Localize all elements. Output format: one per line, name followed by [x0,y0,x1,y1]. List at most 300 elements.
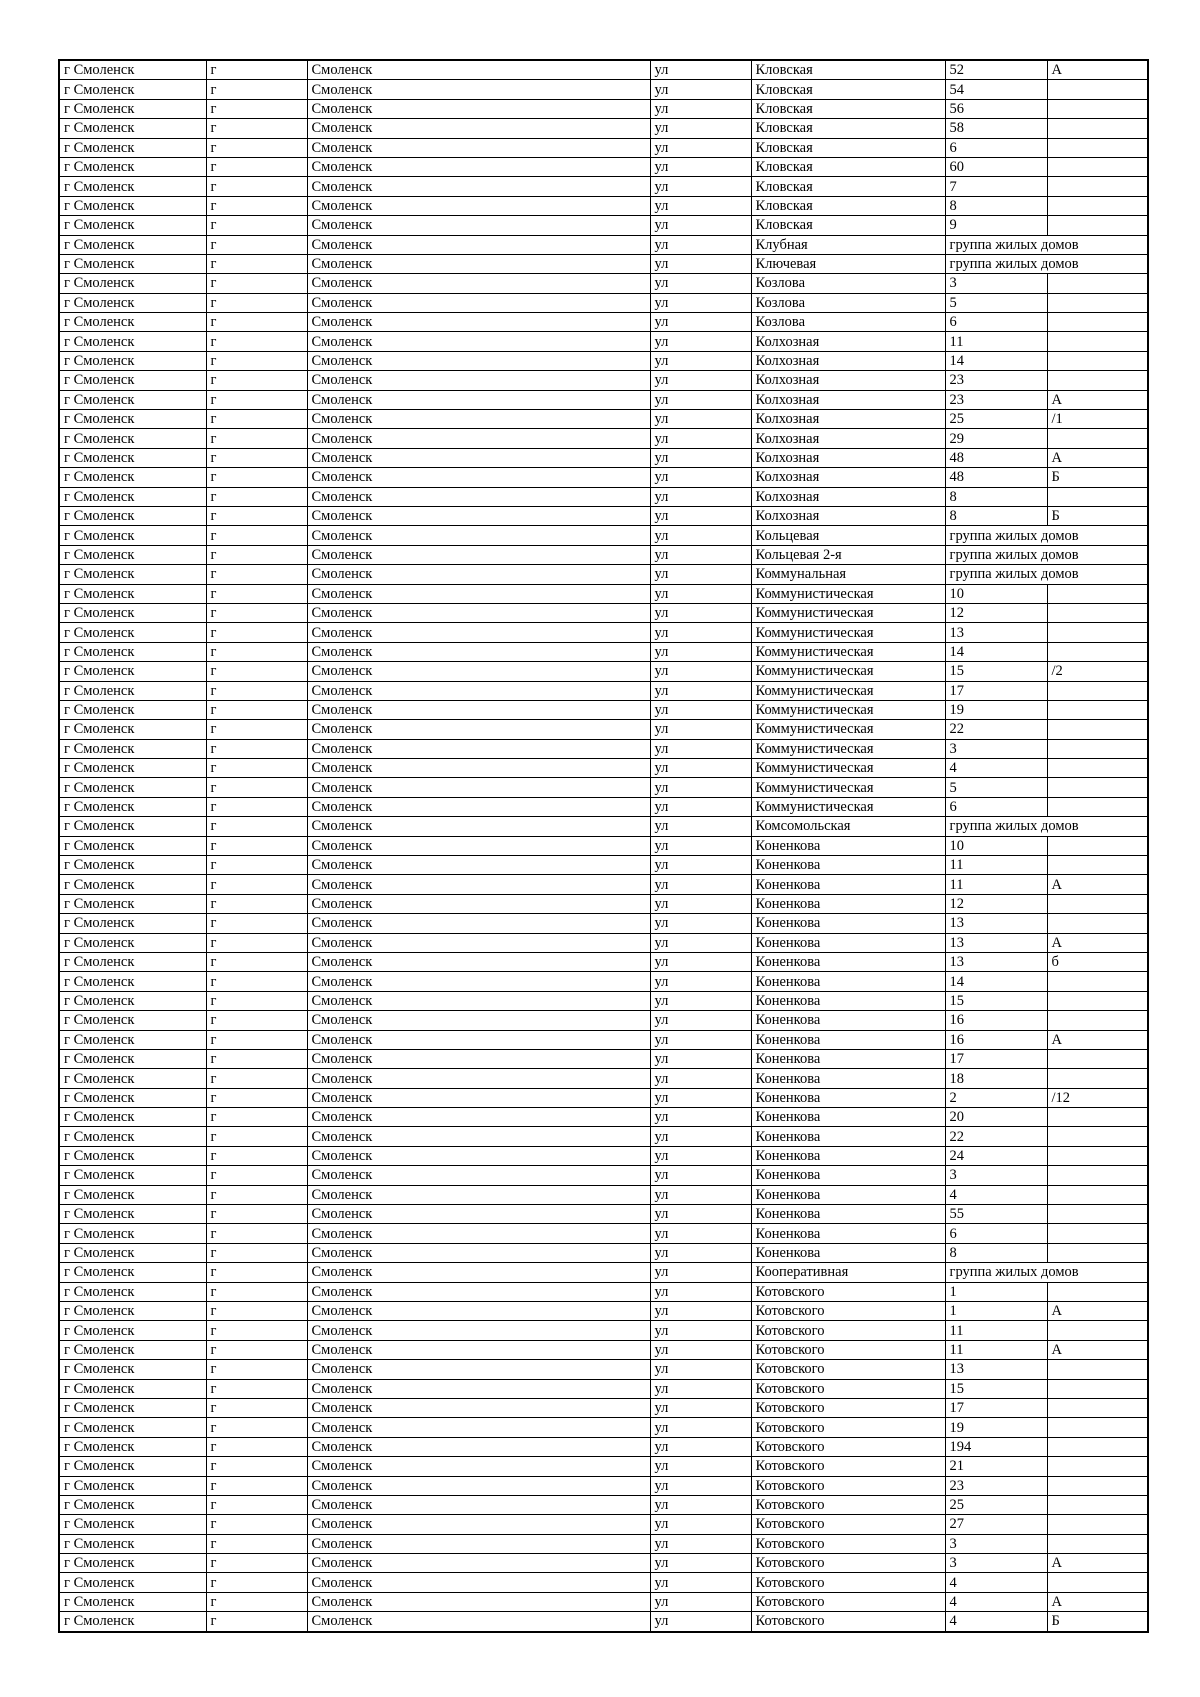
region-cell: г Смоленск [59,1340,206,1359]
house-cell: 23 [945,390,1047,409]
house-cell: 11 [945,1340,1047,1359]
table-row [59,1263,1148,1282]
region-cell: г Смоленск [59,254,206,273]
street-type-cell: ул [650,759,751,778]
city-cell: Смоленск [307,914,650,933]
city-cell: Смоленск [307,235,650,254]
street-type-cell: ул [650,138,751,157]
building-cell: б [1047,952,1148,971]
street-cell: Котовского [751,1476,945,1495]
house-cell: 16 [945,1011,1047,1030]
street-cell: Козлова [751,313,945,332]
house-cell: 1 [945,1302,1047,1321]
house-cell: 10 [945,584,1047,603]
street-cell: Кольцевая [751,526,945,545]
street-type-cell: ул [650,681,751,700]
street-cell: Колхозная [751,371,945,390]
region-cell: г Смоленск [59,1166,206,1185]
building-cell: А [1047,1340,1148,1359]
region-cell: г Смоленск [59,119,206,138]
region-cell: г Смоленск [59,157,206,176]
city-cell: Смоленск [307,60,650,80]
street-cell: Коненкова [751,972,945,991]
city-cell: Смоленск [307,448,650,467]
table-row [59,293,1148,312]
house-cell: группа жилых домов [945,545,1148,564]
building-cell [1047,1437,1148,1456]
city-cell: Смоленск [307,584,650,603]
building-cell [1047,313,1148,332]
table-row [59,526,1148,545]
region-cell: г Смоленск [59,371,206,390]
house-cell: 4 [945,1612,1047,1632]
settlement-type-cell: г [206,1263,307,1282]
settlement-type-cell: г [206,991,307,1010]
house-cell: 9 [945,216,1047,235]
city-cell: Смоленск [307,739,650,758]
street-type-cell: ул [650,410,751,429]
settlement-type-cell: г [206,1030,307,1049]
street-cell: Кловская [751,80,945,99]
settlement-type-cell: г [206,1069,307,1088]
settlement-type-cell: г [206,1049,307,1068]
region-cell: г Смоленск [59,739,206,758]
street-type-cell: ул [650,1398,751,1417]
settlement-type-cell: г [206,410,307,429]
table-row [59,1515,1148,1534]
city-cell: Смоленск [307,119,650,138]
house-cell: 13 [945,623,1047,642]
table-row [59,875,1148,894]
city-cell: Смоленск [307,720,650,739]
table-row [59,991,1148,1010]
table-row [59,914,1148,933]
settlement-type-cell: г [206,739,307,758]
street-type-cell: ул [650,254,751,273]
street-cell: Коненкова [751,952,945,971]
settlement-type-cell: г [206,526,307,545]
settlement-type-cell: г [206,274,307,293]
street-cell: Колхозная [751,351,945,370]
street-cell: Котовского [751,1437,945,1456]
city-cell: Смоленск [307,80,650,99]
city-cell: Смоленск [307,797,650,816]
house-cell: группа жилых домов [945,526,1148,545]
street-type-cell: ул [650,720,751,739]
settlement-type-cell: г [206,313,307,332]
street-cell: Козлова [751,274,945,293]
city-cell: Смоленск [307,642,650,661]
table-row [59,545,1148,564]
region-cell: г Смоленск [59,1495,206,1514]
region-cell: г Смоленск [59,177,206,196]
city-cell: Смоленск [307,1185,650,1204]
settlement-type-cell: г [206,875,307,894]
region-cell: г Смоленск [59,1127,206,1146]
region-cell: г Смоленск [59,1592,206,1611]
city-cell: Смоленск [307,1534,650,1553]
house-cell: 12 [945,603,1047,622]
street-type-cell: ул [650,1302,751,1321]
house-cell: 52 [945,60,1047,80]
building-cell [1047,700,1148,719]
city-cell: Смоленск [307,623,650,642]
region-cell: г Смоленск [59,1069,206,1088]
settlement-type-cell: г [206,817,307,836]
building-cell [1047,739,1148,758]
table-row [59,1340,1148,1359]
city-cell: Смоленск [307,313,650,332]
building-cell [1047,351,1148,370]
house-cell: 58 [945,119,1047,138]
region-cell: г Смоленск [59,351,206,370]
settlement-type-cell: г [206,1592,307,1611]
table-row [59,856,1148,875]
street-cell: Коммунистическая [751,700,945,719]
building-cell: Б [1047,468,1148,487]
table-row [59,313,1148,332]
region-cell: г Смоленск [59,894,206,913]
street-type-cell: ул [650,894,751,913]
street-cell: Котовского [751,1554,945,1573]
table-row [59,216,1148,235]
street-cell: Колхозная [751,410,945,429]
street-type-cell: ул [650,1457,751,1476]
building-cell [1047,1205,1148,1224]
street-type-cell: ул [650,1243,751,1262]
region-cell: г Смоленск [59,1282,206,1301]
city-cell: Смоленск [307,565,650,584]
table-row [59,1302,1148,1321]
region-cell: г Смоленск [59,681,206,700]
city-cell: Смоленск [307,254,650,273]
street-cell: Коненкова [751,914,945,933]
street-cell: Коненкова [751,1030,945,1049]
region-cell: г Смоленск [59,1554,206,1573]
street-cell: Коненкова [751,1205,945,1224]
region-cell: г Смоленск [59,759,206,778]
city-cell: Смоленск [307,1049,650,1068]
street-type-cell: ул [650,603,751,622]
settlement-type-cell: г [206,856,307,875]
house-cell: 19 [945,1418,1047,1437]
settlement-type-cell: г [206,157,307,176]
region-cell: г Смоленск [59,410,206,429]
street-cell: Котовского [751,1457,945,1476]
street-type-cell: ул [650,545,751,564]
house-cell: 4 [945,1573,1047,1592]
table-row [59,1243,1148,1262]
house-cell: 14 [945,351,1047,370]
settlement-type-cell: г [206,468,307,487]
region-cell: г Смоленск [59,1612,206,1632]
building-cell [1047,991,1148,1010]
building-cell: Б [1047,1612,1148,1632]
building-cell [1047,914,1148,933]
region-cell: г Смоленск [59,623,206,642]
table-row [59,584,1148,603]
street-cell: Ключевая [751,254,945,273]
table-row [59,1573,1148,1592]
region-cell: г Смоленск [59,293,206,312]
street-cell: Котовского [751,1495,945,1514]
table-row [59,274,1148,293]
building-cell [1047,720,1148,739]
house-cell: 14 [945,972,1047,991]
table-row [59,623,1148,642]
street-type-cell: ул [650,1088,751,1107]
house-cell: 15 [945,991,1047,1010]
street-type-cell: ул [650,856,751,875]
city-cell: Смоленск [307,1127,650,1146]
address-table-body [59,60,1148,1632]
street-type-cell: ул [650,1476,751,1495]
region-cell: г Смоленск [59,1321,206,1340]
table-row [59,1127,1148,1146]
building-cell [1047,1011,1148,1030]
table-row [59,1398,1148,1417]
settlement-type-cell: г [206,332,307,351]
settlement-type-cell: г [206,681,307,700]
building-cell [1047,603,1148,622]
region-cell: г Смоленск [59,468,206,487]
street-type-cell: ул [650,1573,751,1592]
city-cell: Смоленск [307,1573,650,1592]
region-cell: г Смоленск [59,506,206,525]
city-cell: Смоленск [307,293,650,312]
settlement-type-cell: г [206,506,307,525]
building-cell [1047,778,1148,797]
house-cell: 27 [945,1515,1047,1534]
street-cell: Котовского [751,1534,945,1553]
region-cell: г Смоленск [59,565,206,584]
settlement-type-cell: г [206,565,307,584]
city-cell: Смоленск [307,836,650,855]
table-row [59,1612,1148,1632]
settlement-type-cell: г [206,390,307,409]
settlement-type-cell: г [206,700,307,719]
street-cell: Коммунистическая [751,603,945,622]
address-table [58,59,1149,1633]
region-cell: г Смоленск [59,1108,206,1127]
table-row [59,410,1148,429]
street-cell: Котовского [751,1321,945,1340]
city-cell: Смоленск [307,1379,650,1398]
building-cell [1047,274,1148,293]
table-row [59,1379,1148,1398]
street-type-cell: ул [650,80,751,99]
region-cell: г Смоленск [59,1437,206,1456]
building-cell: А [1047,60,1148,80]
city-cell: Смоленск [307,1302,650,1321]
house-cell: 15 [945,662,1047,681]
region-cell: г Смоленск [59,1205,206,1224]
street-cell: Котовского [751,1360,945,1379]
table-row [59,1554,1148,1573]
settlement-type-cell: г [206,642,307,661]
street-type-cell: ул [650,1592,751,1611]
region-cell: г Смоленск [59,1049,206,1068]
building-cell [1047,157,1148,176]
street-type-cell: ул [650,1360,751,1379]
house-cell: 19 [945,700,1047,719]
street-type-cell: ул [650,662,751,681]
building-cell [1047,1243,1148,1262]
city-cell: Смоленск [307,933,650,952]
table-row [59,1030,1148,1049]
settlement-type-cell: г [206,584,307,603]
building-cell: А [1047,448,1148,467]
table-row [59,332,1148,351]
table-row [59,1146,1148,1165]
table-row [59,759,1148,778]
building-cell [1047,1185,1148,1204]
street-type-cell: ул [650,1205,751,1224]
building-cell [1047,1495,1148,1514]
table-row [59,99,1148,118]
city-cell: Смоленск [307,1088,650,1107]
region-cell: г Смоленск [59,216,206,235]
street-cell: Котовского [751,1515,945,1534]
house-cell: 6 [945,313,1047,332]
settlement-type-cell: г [206,1185,307,1204]
region-cell: г Смоленск [59,1457,206,1476]
street-type-cell: ул [650,506,751,525]
building-cell: Б [1047,506,1148,525]
table-row [59,1495,1148,1514]
street-type-cell: ул [650,1127,751,1146]
street-type-cell: ул [650,1166,751,1185]
street-cell: Котовского [751,1340,945,1359]
region-cell: г Смоленск [59,856,206,875]
building-cell [1047,584,1148,603]
street-type-cell: ул [650,1612,751,1632]
street-cell: Коммунистическая [751,584,945,603]
settlement-type-cell: г [206,1282,307,1301]
street-type-cell: ул [650,157,751,176]
house-cell: 7 [945,177,1047,196]
street-type-cell: ул [650,313,751,332]
region-cell: г Смоленск [59,720,206,739]
house-cell: 6 [945,138,1047,157]
table-row [59,1185,1148,1204]
region-cell: г Смоленск [59,1534,206,1553]
street-type-cell: ул [650,332,751,351]
table-row [59,662,1148,681]
street-cell: Коммунистическая [751,642,945,661]
region-cell: г Смоленск [59,1379,206,1398]
street-cell: Коммунистическая [751,623,945,642]
house-cell: 23 [945,371,1047,390]
region-cell: г Смоленск [59,1224,206,1243]
table-row [59,642,1148,661]
house-cell: 25 [945,410,1047,429]
street-type-cell: ул [650,351,751,370]
city-cell: Смоленск [307,1340,650,1359]
building-cell [1047,119,1148,138]
street-cell: Котовского [751,1379,945,1398]
street-cell: Коненкова [751,933,945,952]
building-cell: А [1047,1592,1148,1611]
street-type-cell: ул [650,60,751,80]
street-type-cell: ул [650,1379,751,1398]
street-type-cell: ул [650,1263,751,1282]
house-cell: 10 [945,836,1047,855]
table-row [59,506,1148,525]
settlement-type-cell: г [206,1224,307,1243]
table-row [59,448,1148,467]
street-cell: Кловская [751,99,945,118]
settlement-type-cell: г [206,759,307,778]
street-type-cell: ул [650,1224,751,1243]
settlement-type-cell: г [206,1495,307,1514]
table-row [59,1321,1148,1340]
street-type-cell: ул [650,797,751,816]
house-cell: 48 [945,448,1047,467]
street-type-cell: ул [650,1011,751,1030]
table-row [59,196,1148,215]
street-cell: Коненкова [751,1146,945,1165]
building-cell: А [1047,933,1148,952]
street-type-cell: ул [650,1282,751,1301]
house-cell: 54 [945,80,1047,99]
settlement-type-cell: г [206,487,307,506]
city-cell: Смоленск [307,1592,650,1611]
street-cell: Кловская [751,157,945,176]
city-cell: Смоленск [307,429,650,448]
settlement-type-cell: г [206,1418,307,1437]
house-cell: 11 [945,332,1047,351]
street-cell: Котовского [751,1302,945,1321]
settlement-type-cell: г [206,60,307,80]
street-type-cell: ул [650,584,751,603]
building-cell: А [1047,1302,1148,1321]
building-cell: А [1047,1030,1148,1049]
settlement-type-cell: г [206,720,307,739]
street-cell: Коммунальная [751,565,945,584]
house-cell: группа жилых домов [945,817,1148,836]
building-cell [1047,1224,1148,1243]
house-cell: 11 [945,875,1047,894]
city-cell: Смоленск [307,1146,650,1165]
street-cell: Коммунистическая [751,720,945,739]
table-row [59,351,1148,370]
region-cell: г Смоленск [59,700,206,719]
region-cell: г Смоленск [59,60,206,80]
street-cell: Коненкова [751,1011,945,1030]
building-cell [1047,293,1148,312]
table-row [59,952,1148,971]
region-cell: г Смоленск [59,448,206,467]
street-type-cell: ул [650,1049,751,1068]
house-cell: 15 [945,1379,1047,1398]
settlement-type-cell: г [206,1360,307,1379]
table-row [59,1534,1148,1553]
table-row [59,254,1148,273]
street-type-cell: ул [650,1418,751,1437]
building-cell [1047,836,1148,855]
house-cell: 194 [945,1437,1047,1456]
house-cell: 55 [945,1205,1047,1224]
building-cell [1047,1457,1148,1476]
settlement-type-cell: г [206,429,307,448]
street-cell: Котовского [751,1282,945,1301]
region-cell: г Смоленск [59,875,206,894]
building-cell [1047,80,1148,99]
building-cell [1047,1108,1148,1127]
city-cell: Смоленск [307,351,650,370]
building-cell [1047,759,1148,778]
